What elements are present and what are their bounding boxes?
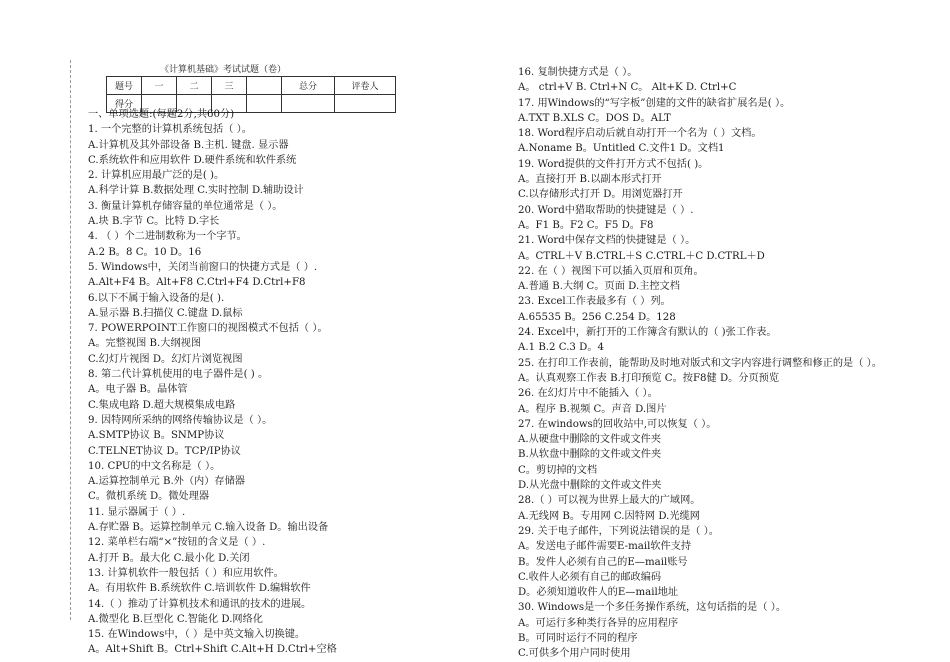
text-line: A.TXT B.XLS C。DOS D。ALT xyxy=(518,112,671,124)
text-line: 27. 在windows的回收站中,可以恢复（ ）。 xyxy=(518,418,717,430)
text-line: A。认真观察工作表 B.打印预览 C。按F8健 D。分页预览 xyxy=(518,372,780,384)
text-line: 29. 关于电子邮件，下列说法错误的是（ ）。 xyxy=(518,525,719,537)
text-line: 12. 菜单栏右端“×”按钮的含义是（ ）. xyxy=(88,537,266,549)
text-line: 23. Excel工作表最多有（ ）列。 xyxy=(518,296,671,308)
score-table-header-row xyxy=(107,77,396,95)
text-line: 2. 计算机应用最广泛的是( )。 xyxy=(88,170,225,182)
text-line: A.从硬盘中删除的文件或文件夹 xyxy=(518,434,662,446)
text-line: A.运算控制单元 B.外（内）存储器 xyxy=(88,476,245,488)
text-line: 14.（ ）推动了计算机技术和通讯的技术的进展。 xyxy=(88,598,312,610)
text-line: A。 ctrl+V B. Ctrl+N C。 Alt+K D. Ctrl+C xyxy=(518,82,737,94)
text-line: A。电子器 B。晶体管 xyxy=(88,384,188,396)
binding-fold-line xyxy=(70,60,71,620)
text-line: 13. 计算机软件一般包括（ ）和应用软件。 xyxy=(88,567,284,579)
text-line: A.Alt+F4 B。Alt+F8 C.Ctrl+F4 D.Ctrl+F8 xyxy=(88,277,306,289)
text-line: 11. 显示器属于（ ）. xyxy=(88,506,186,518)
text-line: A.普通 B.大纲 C。页面 D.主控文档 xyxy=(518,281,680,293)
text-line: A.显示器 B.扫描仪 C.键盘 D.鼠标 xyxy=(88,307,243,319)
score-cell: 二 xyxy=(177,77,212,95)
text-line: 25. 在打印工作表前，能帮助及时地对版式和文字内容进行调整和修正的是（ ）。 xyxy=(518,357,882,369)
text-line: 18. Word程序启动后就自动打开一个名为（ ）文档。 xyxy=(518,128,762,140)
text-line: A.打开 B。最大化 C.最小化 D.关闭 xyxy=(88,552,250,564)
text-line: A.存贮器 B。运算控制单元 C.输入设备 D。输出设备 xyxy=(88,522,329,534)
text-line: 30. Windows是一个多任务操作系统，这句话指的是（ ）。 xyxy=(518,602,787,614)
text-line: A。有用软件 B.系统软件 C.培训软件 D.编辑软件 xyxy=(88,583,311,595)
text-line: B。可同时运行不同的程序 xyxy=(518,632,638,644)
text-line: A.1 B.2 C.3 D。4 xyxy=(518,342,604,354)
text-line: 4. （ ）个二进制数称为一个字节。 xyxy=(88,231,247,243)
exam-title: 《计算机基础》考试试题（卷） xyxy=(160,65,287,75)
text-line: C.可供多个用户同时使用 xyxy=(518,648,631,660)
text-line: A。发送电子邮件需要E-mail软件支持 xyxy=(518,541,692,553)
text-line: 9. 因特网所采纳的网络传输协议是（ ）。 xyxy=(88,414,273,426)
text-line: 17. 用Windows的“写字板”创建的文件的缺省扩展名是( ）。 xyxy=(518,97,791,109)
text-line: A.Noname B。Untitled C.文件1 D。文档1 xyxy=(518,143,725,155)
text-line: 6.以下不属于输入设备的是( ). xyxy=(88,292,225,304)
text-line: C。剪切掉的文档 xyxy=(518,464,598,476)
score-cell: 得分 xyxy=(107,95,142,113)
score-cell: 三 xyxy=(212,77,247,95)
score-cell xyxy=(247,77,282,95)
score-cell: 总分 xyxy=(282,77,335,95)
text-line: A.科学计算 B.数据处理 C.实时控制 D.辅助设计 xyxy=(88,185,304,197)
score-cell: 一 xyxy=(142,77,177,95)
left-column xyxy=(88,107,488,658)
score-cell: 评卷人 xyxy=(335,77,396,95)
score-cell: 题号 xyxy=(107,77,142,95)
text-line: A。CTRL＋V B.CTRL＋S C.CTRL＋C D.CTRL＋D xyxy=(518,250,765,262)
text-line: 20. Word中猎取帮助的快捷键是（ ）. xyxy=(518,204,694,216)
text-line: 24. Excel中，新打开的工作簿含有默认的（ )张工作表。 xyxy=(518,327,777,339)
text-line: C.集成电路 D.超大规模集成电路 xyxy=(88,399,236,411)
text-line: A.2 B。8 C。10 D。16 xyxy=(88,246,202,258)
text-line: A。可运行多种类行各异的应用程序 xyxy=(518,617,679,629)
text-line: A。Alt+Shift B。Ctrl+Shift C.Alt+H D.Ctrl+空格 xyxy=(88,644,337,656)
text-line: 28.（ ）可以视为世界上最大的广域网。 xyxy=(518,495,701,507)
text-line: A.微型化 B.巨型化 C.智能化 D.网络化 xyxy=(88,613,263,625)
text-line: C.TELNET协议 D。TCP/IP协议 xyxy=(88,445,241,457)
text-line: 3. 衡量计算机存储容量的单位通常是（ ）。 xyxy=(88,200,283,212)
text-line: B.从软盘中删除的文件或文件夹 xyxy=(518,449,662,461)
text-line: 1. 一个完整的计算机系统包括（ ）。 xyxy=(88,124,252,136)
text-line: C.以存储形式打开 D。用浏览器打开 xyxy=(518,189,683,201)
text-line: C.收件人必须有自己的邮政编码 xyxy=(518,571,662,583)
text-line: 19. Word提供的文件打开方式不包括( )。 xyxy=(518,158,709,170)
text-line: A。程序 B.视频 C。声音 D.图片 xyxy=(518,403,667,415)
text-line: 7. POWERPOINT工作窗口的视图模式不包括（ ）。 xyxy=(88,323,328,335)
text-line: A.SMTP协议 B。SNMP协议 xyxy=(88,430,225,442)
text-line: A。F1 B。F2 C。F5 D。F8 xyxy=(518,219,654,231)
text-line: 26. 在幻灯片中不能插入（ ）。 xyxy=(518,388,658,400)
right-column xyxy=(518,65,918,662)
text-line: A.65535 B。256 C.254 D。128 xyxy=(518,311,676,323)
text-line: A.块 B.字节 C。比特 D.字长 xyxy=(88,216,220,228)
text-line: D.从光盘中删除的文件或文件夹 xyxy=(518,480,662,492)
text-line: A.计算机及其外部设备 B.主机. 键盘. 显示器 xyxy=(88,139,289,151)
text-line: C.幻灯片视图 D。幻灯片浏览视图 xyxy=(88,353,243,365)
text-line: 8. 第二代计算机使用的电子器件是( ) 。 xyxy=(88,369,269,381)
text-line: 一、单项选题:(每题2分,共60分) xyxy=(88,109,235,120)
text-line: C。微机系统 D。微处理器 xyxy=(88,491,210,503)
text-line: 21. Word中保存文档的快捷键是（ ）。 xyxy=(518,235,696,247)
text-line: D。必须知道收件人的E—mail地址 xyxy=(518,587,679,599)
text-line: 22. 在（ ）视图下可以插入页眉和页角。 xyxy=(518,265,704,277)
text-line: 5. Windows中，关闭当前窗口的快捷方式是（ ）. xyxy=(88,261,318,273)
text-line: A.无线网 B。专用网 C.因特网 D.光缆网 xyxy=(518,510,700,522)
text-line: 16. 复制快捷方式是（ ）。 xyxy=(518,67,638,78)
text-line: 10. CPU的中文名称是（ ）。 xyxy=(88,460,221,472)
text-line: A。直接打开 B.以副本形式打开 xyxy=(518,174,662,186)
text-line: B。发件人必须有自己的E—mail账号 xyxy=(518,556,688,568)
text-line: C.系统软件和应用软件 D.硬件系统和软件系统 xyxy=(88,154,297,166)
text-line: A。完整视图 B.大纲视图 xyxy=(88,338,202,350)
text-line: 15. 在Windows中，（ ）是中英文输入切换键。 xyxy=(88,629,306,641)
